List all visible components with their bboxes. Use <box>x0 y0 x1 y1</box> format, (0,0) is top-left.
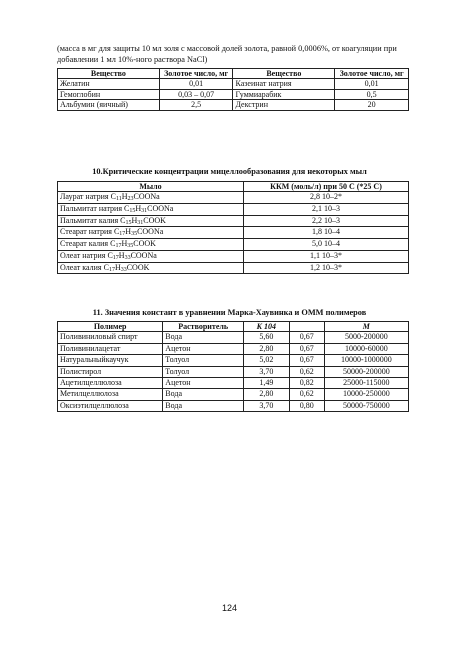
table-row <box>58 79 409 89</box>
table-cell: Толуол <box>163 355 244 366</box>
formula-subscript: 11 <box>115 196 122 203</box>
table-cell: Ацетон <box>163 343 244 354</box>
table-header-row <box>58 69 409 79</box>
table-row <box>58 89 409 99</box>
table-header-row <box>58 182 409 192</box>
cmc-value-cell: 5,0 10–4 <box>244 239 409 251</box>
mark-houwink-table <box>57 321 409 412</box>
table-cell: 3,70 <box>244 400 290 411</box>
table-row <box>58 204 409 216</box>
column-header: Вещество <box>58 69 160 79</box>
table-cell: Вода <box>163 389 244 400</box>
cmc-value-cell: 1,1 10–3* <box>244 250 409 262</box>
formula-subscript: 15 <box>129 208 136 215</box>
formula-subscript: 23 <box>127 196 134 203</box>
soap-name-cell <box>58 215 244 227</box>
soap-name-cell <box>58 192 244 204</box>
formula-part: Н <box>118 250 125 260</box>
column-header: Полимер <box>58 322 163 332</box>
table-cell: 3,70 <box>244 366 290 377</box>
table-row <box>58 366 409 377</box>
table-cell: 2,80 <box>244 389 290 400</box>
table-cell: Гуммиарабик <box>233 89 335 99</box>
formula-part: COONa <box>130 250 157 260</box>
table-cell: 0,67 <box>289 343 324 354</box>
table-cell: Вода <box>163 400 244 411</box>
formula-subscript: 31 <box>137 219 144 226</box>
table-cell: 0,80 <box>289 400 324 411</box>
table-cell: Альбумин (яичный) <box>58 100 160 110</box>
table-cell: 5,60 <box>244 332 290 343</box>
table-cell: Желатин <box>58 79 160 89</box>
column-header: Растворитель <box>163 322 244 332</box>
column-header: Золотое число, мг <box>159 69 233 79</box>
cmc-value-cell: 2,8 10–2* <box>244 192 409 204</box>
table-cell: Метилцеллюлоза <box>58 389 163 400</box>
soap-name-cell <box>58 227 244 239</box>
table-cell: 0,82 <box>289 377 324 388</box>
table-cell: 10000-250000 <box>324 389 408 400</box>
soap-name-cell <box>58 204 244 216</box>
table-cell: Ацетилцеллюлоза <box>58 377 163 388</box>
table-cell: Ацетон <box>163 377 244 388</box>
formula-part: COOK <box>126 262 150 272</box>
formula-subscript: 35 <box>127 243 134 250</box>
soap-name: Стеарат натрия С <box>60 227 120 237</box>
formula-part: Н <box>114 262 121 272</box>
table-row <box>58 332 409 343</box>
table-cell: 50000-200000 <box>324 366 408 377</box>
formula-subscript: 35 <box>131 231 138 238</box>
soap-name: Пальмитат калия С <box>60 215 126 225</box>
column-header <box>289 322 324 332</box>
formula-subscript: 31 <box>141 208 148 215</box>
soap-name: Олеат калия С <box>60 262 109 272</box>
table-row <box>58 250 409 262</box>
table-cell: 0,67 <box>289 332 324 343</box>
section-11-title: 11. Значения констант в уравнении Марка-Хаувинка и ОММ полимеров <box>92 308 367 317</box>
table-cell: 0,62 <box>289 366 324 377</box>
table-cell: Поливинилацетат <box>58 343 163 354</box>
table-cell: 2,5 <box>159 100 233 110</box>
cmc-value-cell: 1,2 10–3* <box>244 262 409 274</box>
table-cell: 0,5 <box>335 89 409 99</box>
soap-name-cell <box>58 250 244 262</box>
table-cell: Казеинат натрия <box>233 79 335 89</box>
formula-subscript: 15 <box>125 219 132 226</box>
formula-part: COONa <box>147 204 174 214</box>
page-number: 124 <box>221 603 238 613</box>
table-cell: 25000-115000 <box>324 377 408 388</box>
table-cell: Гемоглобин <box>58 89 160 99</box>
table-cell: Вода <box>163 332 244 343</box>
gold-number-table <box>57 68 409 111</box>
column-header: K 104 <box>244 322 290 332</box>
table-cell: 0,62 <box>289 389 324 400</box>
column-header: Золотое число, мг <box>335 69 409 79</box>
formula-subscript: 33 <box>120 266 127 273</box>
intro-note: (масса в мг для защиты 10 мл золя с массовой долей золота, равной 0,0006%, от коагуляции при добавлении 1 мл 10%-ного раствора NaCl) <box>57 44 397 64</box>
soap-name-cell <box>58 262 244 274</box>
formula-subscript: 33 <box>124 254 131 261</box>
cmc-table <box>57 181 409 274</box>
table-cell: 1,49 <box>244 377 290 388</box>
table-row <box>58 389 409 400</box>
formula-subscript: 17 <box>112 254 119 261</box>
table-cell: Декстрин <box>233 100 335 110</box>
table-row <box>58 239 409 251</box>
table-row <box>58 192 409 204</box>
table-cell: 2,80 <box>244 343 290 354</box>
table-header-row <box>58 322 409 332</box>
table-cell: Натуральныйкаучук <box>58 355 163 366</box>
cmc-value-cell: 2,1 10–3 <box>244 204 409 216</box>
table-row <box>58 215 409 227</box>
soap-name-cell <box>58 239 244 251</box>
formula-subscript: 17 <box>108 266 115 273</box>
table-cell: 0,01 <box>335 79 409 89</box>
table-cell: 5000-200000 <box>324 332 408 343</box>
formula-subscript: 17 <box>115 243 122 250</box>
table-row <box>58 227 409 239</box>
cmc-value-cell: 2,2 10–3 <box>244 215 409 227</box>
formula-part: Н <box>121 192 128 202</box>
table-cell: Оксиэтилцеллюлоза <box>58 400 163 411</box>
formula-part: COONa <box>133 192 160 202</box>
cmc-table-body <box>58 192 409 274</box>
soap-name: Лаурат натрия С <box>60 192 116 202</box>
formula-part: Н <box>125 227 132 237</box>
formula-subscript: 17 <box>119 231 126 238</box>
soap-name: Пальмитат натрия С <box>60 204 130 214</box>
formula-part: COOK <box>143 215 166 225</box>
table-row <box>58 343 409 354</box>
table-row <box>58 355 409 366</box>
column-header: ККМ (моль/л) при 50 С (*25 С) <box>244 182 409 192</box>
table-cell: 50000-750000 <box>324 400 408 411</box>
table-cell: 5,02 <box>244 355 290 366</box>
column-header: Вещество <box>233 69 335 79</box>
table-row <box>58 400 409 411</box>
table-row <box>58 262 409 274</box>
table-cell: 0,67 <box>289 355 324 366</box>
table-cell: 20 <box>335 100 409 110</box>
table-cell: 0,03 – 0,07 <box>159 89 233 99</box>
table-cell: 10000-1000000 <box>324 355 408 366</box>
table-cell: 10000-60000 <box>324 343 408 354</box>
table-cell: Полистирол <box>58 366 163 377</box>
table-row <box>58 377 409 388</box>
formula-part: Н <box>131 215 138 225</box>
table-cell: Толуол <box>163 366 244 377</box>
cmc-value-cell: 1,8 10–4 <box>244 227 409 239</box>
soap-name: Олеат натрия С <box>60 250 113 260</box>
table-row <box>58 100 409 110</box>
formula-part: Н <box>135 204 142 214</box>
column-header: Мыло <box>58 182 244 192</box>
column-header: M <box>324 322 408 332</box>
soap-name: Стеарат калия С <box>60 239 116 249</box>
formula-part: COOK <box>133 239 156 249</box>
formula-part: COONa <box>137 227 164 237</box>
section-10-title: 10.Критические концентрации мицеллообразования для некоторых мыл <box>92 167 367 176</box>
table-cell: Поливиниловый спирт <box>58 332 163 343</box>
formula-part: Н <box>121 239 128 249</box>
table-cell: 0,01 <box>159 79 233 89</box>
mark-houwink-table-body <box>58 332 409 412</box>
